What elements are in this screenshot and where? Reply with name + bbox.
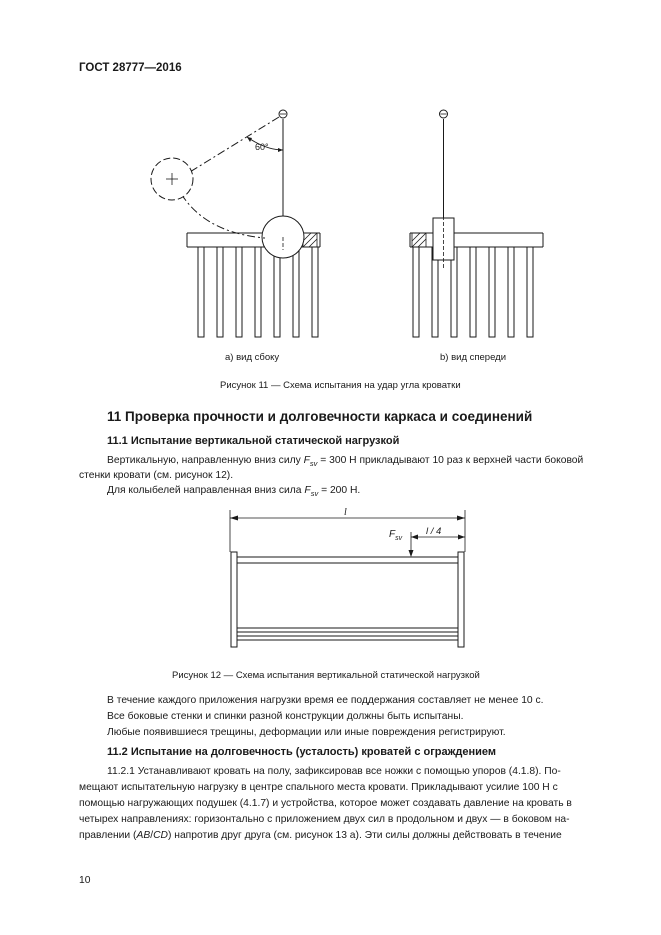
figure-11a-side-view bbox=[151, 110, 320, 337]
quarter-length-label: l / 4 bbox=[426, 526, 442, 537]
paragraph-11-2-1-line4: четырех направлениях: горизонтально с приложением двух сил в продольном и двух — в боковом на- bbox=[79, 814, 570, 825]
document-id-header: ГОСТ 28777—2016 bbox=[79, 62, 182, 74]
page-number: 10 bbox=[79, 875, 91, 886]
paragraph-11-1-cradle: Для колыбелей направленная вниз сила $F_{sv} = 200$ Н. bbox=[107, 485, 361, 499]
figure-12-caption: Рисунок 12 — Схема испытания вертикальной статической нагрузкой bbox=[172, 670, 480, 681]
paragraph-11-1-force: Вертикальную, направленную вниз силу $F_{sv} = 300$ Н прикладывают 10 раз к верхней части боковой bbox=[107, 455, 584, 469]
section-11-title: 11 Проверка прочности и долговечности каркаса и соединений bbox=[107, 409, 533, 424]
figure-11b-front-view bbox=[410, 110, 543, 337]
paragraph-load-time: В течение каждого приложения нагрузки время ее поддержания составляет не менее 10 с. bbox=[107, 695, 544, 706]
paragraph-11-2-1-line2: мещают испытательную нагрузку в центре спального места кровати. Прикладывают усилие 100 Н с bbox=[79, 782, 558, 793]
paragraph-11-1-line2: стенки кровати (см. рисунок 12). bbox=[79, 470, 234, 481]
figure-11a-label: a) вид сбоку bbox=[225, 352, 280, 363]
force-label: $F_{sv}$ bbox=[389, 529, 403, 542]
paragraph-damage: Любые появившиеся трещины, деформации или иные повреждения регистрируют. bbox=[107, 727, 506, 738]
figure-11-caption: Рисунок 11 — Схема испытания на удар угла кроватки bbox=[220, 380, 461, 391]
paragraph-all-walls: Все боковые стенки и спинки разной конструкции должны быть испытаны. bbox=[107, 711, 464, 722]
figure-11b-label: b) вид спереди bbox=[440, 352, 507, 363]
angle-label: 60° bbox=[255, 142, 269, 152]
hatched-end-block bbox=[303, 233, 317, 247]
hatched-end-block-front bbox=[412, 233, 426, 247]
slats-side bbox=[198, 247, 318, 337]
slats-front bbox=[413, 247, 533, 337]
subsection-11-1-title: 11.1 Испытание вертикальной статической нагрузкой bbox=[107, 435, 400, 447]
length-label: l bbox=[344, 507, 347, 518]
subsection-11-2-title: 11.2 Испытание на долговечность (усталость) кроватей с ограждением bbox=[107, 746, 497, 758]
paragraph-11-2-1-line1: 11.2.1 Устанавливают кровать на полу, зафиксировав все ножки с помощью упоров (4.1.8). По- bbox=[107, 766, 561, 777]
paragraph-11-2-1-line5: правлении (AB/CD) напротив друг друга (см. рисунок 13 а). Эти силы должны действовать в течение bbox=[79, 830, 562, 841]
paragraph-11-2-1-line3: помощью нагружающих подушек (4.1.7) и устройства, которое может создавать давление на кровать в bbox=[79, 798, 572, 809]
